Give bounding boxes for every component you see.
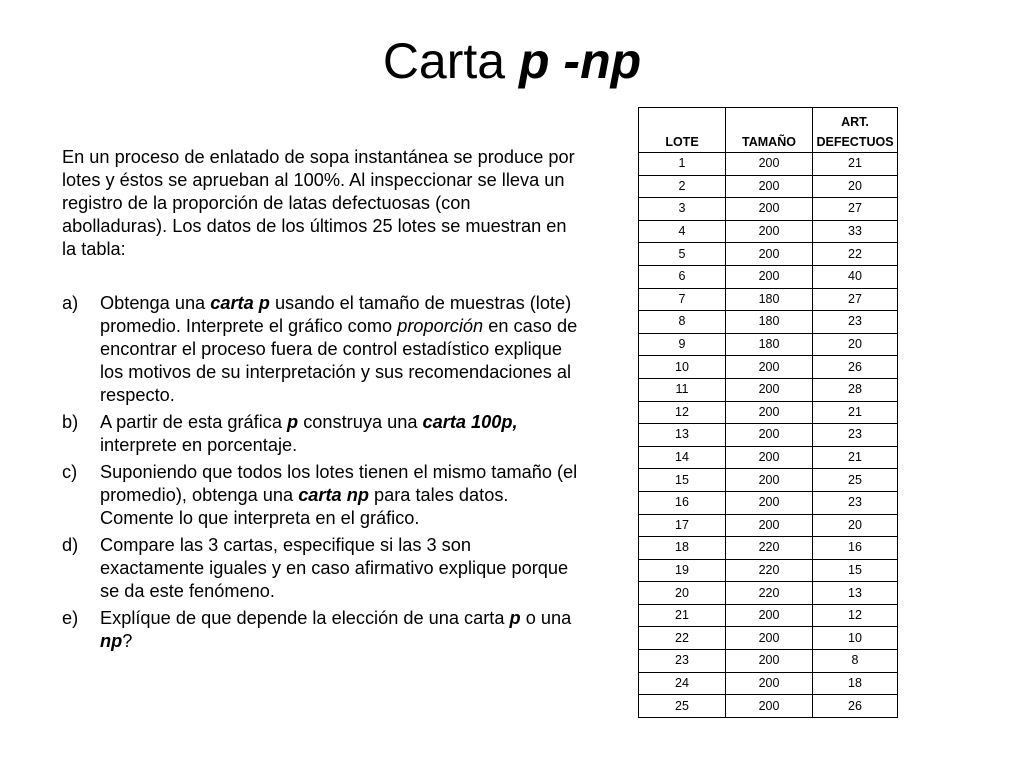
cell-lote: 21	[639, 604, 726, 627]
question-fragment: construya una	[298, 412, 423, 432]
cell-lote: 19	[639, 559, 726, 582]
table-row	[639, 243, 898, 266]
question-text	[100, 534, 578, 603]
cell-tamano: 200	[726, 514, 813, 537]
table-row	[639, 627, 898, 650]
cell-lote: 8	[639, 311, 726, 334]
slide-title	[0, 26, 1024, 96]
question-letter: e)	[62, 608, 79, 628]
table-row	[639, 582, 898, 605]
cell-tamano: 200	[726, 469, 813, 492]
cell-defectuosos: 8	[813, 650, 898, 673]
question-emphasis: np	[100, 631, 123, 651]
question-item	[62, 461, 578, 530]
cell-defectuosos: 27	[813, 288, 898, 311]
table-row	[639, 288, 898, 311]
question-fragment: Explíque de que depende la elección de una carta	[100, 608, 510, 628]
cell-tamano: 200	[726, 175, 813, 198]
table-row	[639, 559, 898, 582]
cell-defectuosos: 28	[813, 378, 898, 401]
table-row	[639, 198, 898, 221]
cell-tamano: 200	[726, 153, 813, 176]
cell-tamano: 200	[726, 491, 813, 514]
cell-lote: 6	[639, 265, 726, 288]
table-row	[639, 153, 898, 176]
table-row	[639, 265, 898, 288]
defects-table	[638, 107, 898, 718]
cell-lote: 3	[639, 198, 726, 221]
cell-defectuosos: 23	[813, 311, 898, 334]
cell-defectuosos: 25	[813, 469, 898, 492]
question-fragment: ?	[122, 631, 133, 651]
table-row	[639, 672, 898, 695]
cell-lote: 5	[639, 243, 726, 266]
table-row	[639, 695, 898, 718]
cell-defectuosos: 13	[813, 582, 898, 605]
cell-tamano: 200	[726, 220, 813, 243]
cell-defectuosos: 18	[813, 672, 898, 695]
question-italic: proporción	[397, 316, 484, 336]
cell-tamano: 200	[726, 243, 813, 266]
question-emphasis: carta p	[210, 293, 270, 313]
cell-tamano: 200	[726, 401, 813, 424]
cell-lote: 11	[639, 378, 726, 401]
cell-defectuosos: 40	[813, 265, 898, 288]
cell-lote: 12	[639, 401, 726, 424]
header-defect-line2: DEFECTUOS	[816, 135, 894, 149]
question-list	[62, 292, 578, 657]
cell-tamano: 200	[726, 198, 813, 221]
cell-defectuosos: 12	[813, 604, 898, 627]
cell-defectuosos: 15	[813, 559, 898, 582]
question-emphasis: p	[287, 412, 299, 432]
question-text	[100, 461, 578, 530]
question-fragment: A partir de esta gráfica	[100, 412, 288, 432]
question-fragment: usando el tamaño de muestras (lote) promedio. Interprete el gráfico como	[100, 293, 572, 336]
table-row	[639, 333, 898, 356]
table-row	[639, 220, 898, 243]
cell-defectuosos: 20	[813, 514, 898, 537]
table-row	[639, 469, 898, 492]
cell-tamano: 180	[726, 333, 813, 356]
cell-tamano: 220	[726, 537, 813, 560]
cell-lote: 18	[639, 537, 726, 560]
table-row	[639, 378, 898, 401]
table-row	[639, 514, 898, 537]
cell-tamano: 200	[726, 650, 813, 673]
cell-tamano: 220	[726, 582, 813, 605]
cell-lote: 16	[639, 491, 726, 514]
question-fragment: Suponiendo que todos los lotes tienen el mismo tamaño (el promedio), obtenga una	[100, 462, 578, 505]
table-row	[639, 311, 898, 334]
question-letter: c)	[62, 462, 78, 482]
cell-lote: 20	[639, 582, 726, 605]
cell-lote: 22	[639, 627, 726, 650]
cell-defectuosos: 21	[813, 446, 898, 469]
question-item	[62, 607, 578, 653]
cell-lote: 23	[639, 650, 726, 673]
question-fragment: interprete en porcentaje.	[100, 435, 298, 455]
question-emphasis: carta 100p,	[422, 412, 518, 432]
intro-paragraph: En un proceso de enlatado de sopa instantánea se produce por lotes y éstos se aprueban al 100%. Al inspeccionar se lleva un registro de la proporción de latas defectuosas (con abolladuras). Los datos de los últimos 25 lotes se muestran en la tabla:	[62, 147, 575, 259]
cell-defectuosos: 16	[813, 537, 898, 560]
question-emphasis: carta np	[298, 485, 369, 505]
cell-lote: 13	[639, 424, 726, 447]
header-tamano: TAMAÑO	[726, 108, 813, 153]
table-row	[639, 446, 898, 469]
title-emphasis: p -np	[519, 33, 642, 89]
question-fragment: o una	[520, 608, 572, 628]
table-row	[639, 650, 898, 673]
cell-defectuosos: 22	[813, 243, 898, 266]
question-letter: b)	[62, 412, 79, 432]
table-row	[639, 401, 898, 424]
table-body	[639, 153, 898, 718]
table-row	[639, 537, 898, 560]
cell-defectuosos: 26	[813, 356, 898, 379]
cell-defectuosos: 27	[813, 198, 898, 221]
title-plain: Carta	[382, 33, 519, 89]
header-defect-line1: ART.	[841, 115, 869, 129]
cell-defectuosos: 20	[813, 175, 898, 198]
question-text	[100, 607, 578, 653]
cell-tamano: 200	[726, 627, 813, 650]
question-emphasis: p	[509, 608, 521, 628]
table-header-row	[639, 108, 898, 153]
cell-tamano: 220	[726, 559, 813, 582]
cell-defectuosos: 20	[813, 333, 898, 356]
cell-tamano: 200	[726, 424, 813, 447]
table-row	[639, 175, 898, 198]
cell-lote: 15	[639, 469, 726, 492]
question-item	[62, 292, 578, 407]
cell-tamano: 200	[726, 265, 813, 288]
cell-lote: 25	[639, 695, 726, 718]
cell-lote: 17	[639, 514, 726, 537]
table-row	[639, 604, 898, 627]
question-letter: d)	[62, 535, 79, 555]
cell-tamano: 180	[726, 288, 813, 311]
cell-tamano: 200	[726, 672, 813, 695]
table-row	[639, 491, 898, 514]
cell-defectuosos: 33	[813, 220, 898, 243]
cell-lote: 2	[639, 175, 726, 198]
cell-tamano: 200	[726, 695, 813, 718]
cell-defectuosos: 21	[813, 153, 898, 176]
cell-tamano: 180	[726, 311, 813, 334]
cell-defectuosos: 21	[813, 401, 898, 424]
cell-lote: 9	[639, 333, 726, 356]
cell-tamano: 200	[726, 604, 813, 627]
cell-lote: 4	[639, 220, 726, 243]
cell-lote: 10	[639, 356, 726, 379]
table-row	[639, 424, 898, 447]
cell-tamano: 200	[726, 356, 813, 379]
question-fragment: para tales datos. Comente lo que interpreta en el gráfico.	[100, 485, 509, 528]
cell-defectuosos: 23	[813, 491, 898, 514]
cell-tamano: 200	[726, 446, 813, 469]
cell-lote: 1	[639, 153, 726, 176]
question-text	[100, 292, 578, 407]
header-lote: LOTE	[639, 108, 726, 153]
cell-defectuosos: 26	[813, 695, 898, 718]
question-item	[62, 534, 578, 603]
question-text	[100, 411, 578, 457]
header-defectuosos	[813, 108, 898, 153]
question-letter: a)	[62, 293, 79, 313]
question-fragment: Obtenga una	[100, 293, 211, 313]
cell-lote: 7	[639, 288, 726, 311]
question-item	[62, 411, 578, 457]
cell-defectuosos: 10	[813, 627, 898, 650]
cell-defectuosos: 23	[813, 424, 898, 447]
cell-lote: 14	[639, 446, 726, 469]
table-row	[639, 356, 898, 379]
cell-tamano: 200	[726, 378, 813, 401]
question-fragment: Compare las 3 cartas, especifique si las 3 son exactamente iguales y en caso afirmativo explique porque se da este fenómeno.	[100, 535, 569, 601]
cell-lote: 24	[639, 672, 726, 695]
question-fragment: en caso de encontrar el proceso fuera de control estadístico explique los motivos de su interpretación y sus recomendaciones al respecto.	[100, 316, 578, 405]
